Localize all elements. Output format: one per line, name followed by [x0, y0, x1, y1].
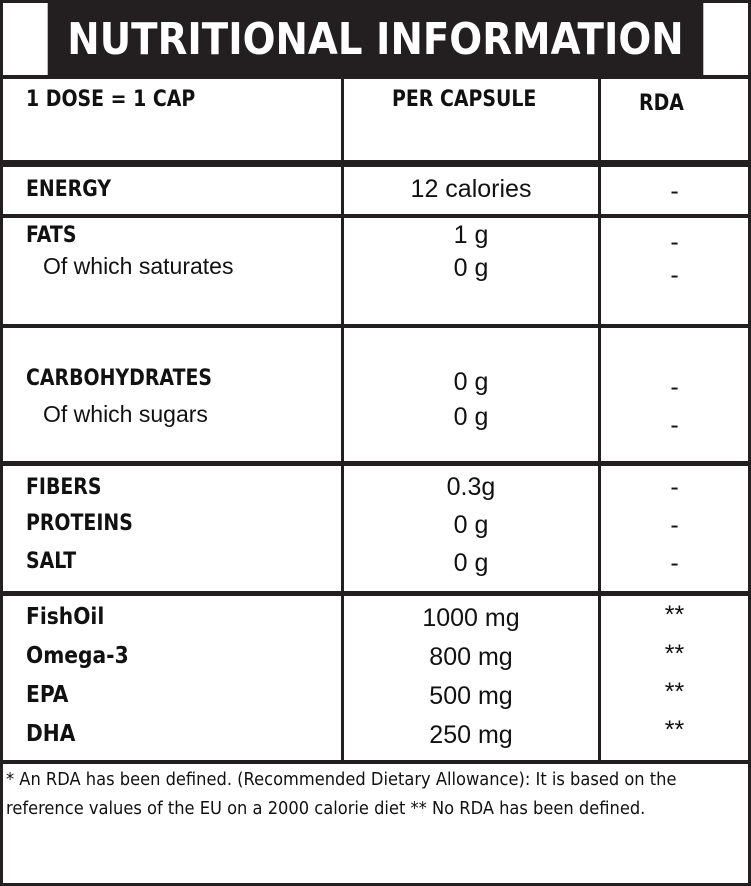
row-label: Omega-3: [26, 643, 129, 669]
row-label: ENERGY: [26, 177, 112, 202]
row-value: 1 g: [453, 221, 489, 249]
row-rda: -: [670, 177, 679, 205]
header-dose: 1 DOSE = 1 CAP: [26, 87, 196, 112]
row-value: 0 g: [453, 403, 489, 431]
header-per-capsule: PER CAPSULE: [392, 87, 537, 112]
row-rda: -: [670, 373, 679, 401]
row-value: 0.3g: [446, 473, 496, 501]
row-label: DHA: [26, 721, 76, 747]
row-label: SALT: [26, 549, 77, 574]
row-label: EPA: [26, 682, 69, 708]
row-label: CARBOHYDRATES: [26, 366, 213, 391]
row-value: 500 mg: [429, 682, 513, 710]
row-rda: -: [670, 473, 679, 501]
row-label: PROTEINS: [26, 511, 133, 536]
row-rda: -: [670, 228, 679, 256]
divider: [3, 760, 748, 764]
row-sublabel: Of which sugars: [43, 401, 208, 427]
row-rda: **: [664, 678, 685, 706]
row-value: 0 g: [453, 549, 489, 577]
row-label: FishOil: [26, 604, 105, 630]
footnote: * An RDA has been defined. (Recommended Dietary Allowance): It is based on the reference values of the EU on a 2000 calorie diet ** No RDA has been defined.: [6, 770, 677, 819]
row-value: 0 g: [453, 511, 489, 539]
row-value: 1000 mg: [422, 604, 520, 632]
row-rda: **: [664, 640, 685, 668]
divider: [3, 461, 748, 466]
row-rda: **: [664, 716, 685, 744]
row-value: 12 calories: [410, 175, 532, 203]
row-label: FIBERS: [26, 475, 102, 500]
divider: [3, 160, 748, 167]
panel-title: NUTRITIONAL INFORMATION: [48, 3, 704, 75]
row-value: 800 mg: [429, 643, 513, 671]
divider: [3, 75, 748, 79]
row-sublabel: Of which saturates: [43, 253, 234, 279]
header-rda: RDA: [639, 91, 684, 116]
row-rda: -: [670, 261, 679, 289]
row-rda: **: [664, 601, 685, 629]
row-rda: -: [670, 549, 679, 577]
row-value: 0 g: [453, 368, 489, 396]
row-value: 0 g: [453, 254, 489, 282]
divider: [3, 214, 748, 218]
row-value: 250 mg: [429, 721, 513, 749]
row-rda: -: [670, 511, 679, 539]
row-rda: -: [670, 411, 679, 439]
divider: [3, 591, 748, 596]
divider: [3, 324, 748, 328]
row-label: FATS: [26, 223, 77, 248]
